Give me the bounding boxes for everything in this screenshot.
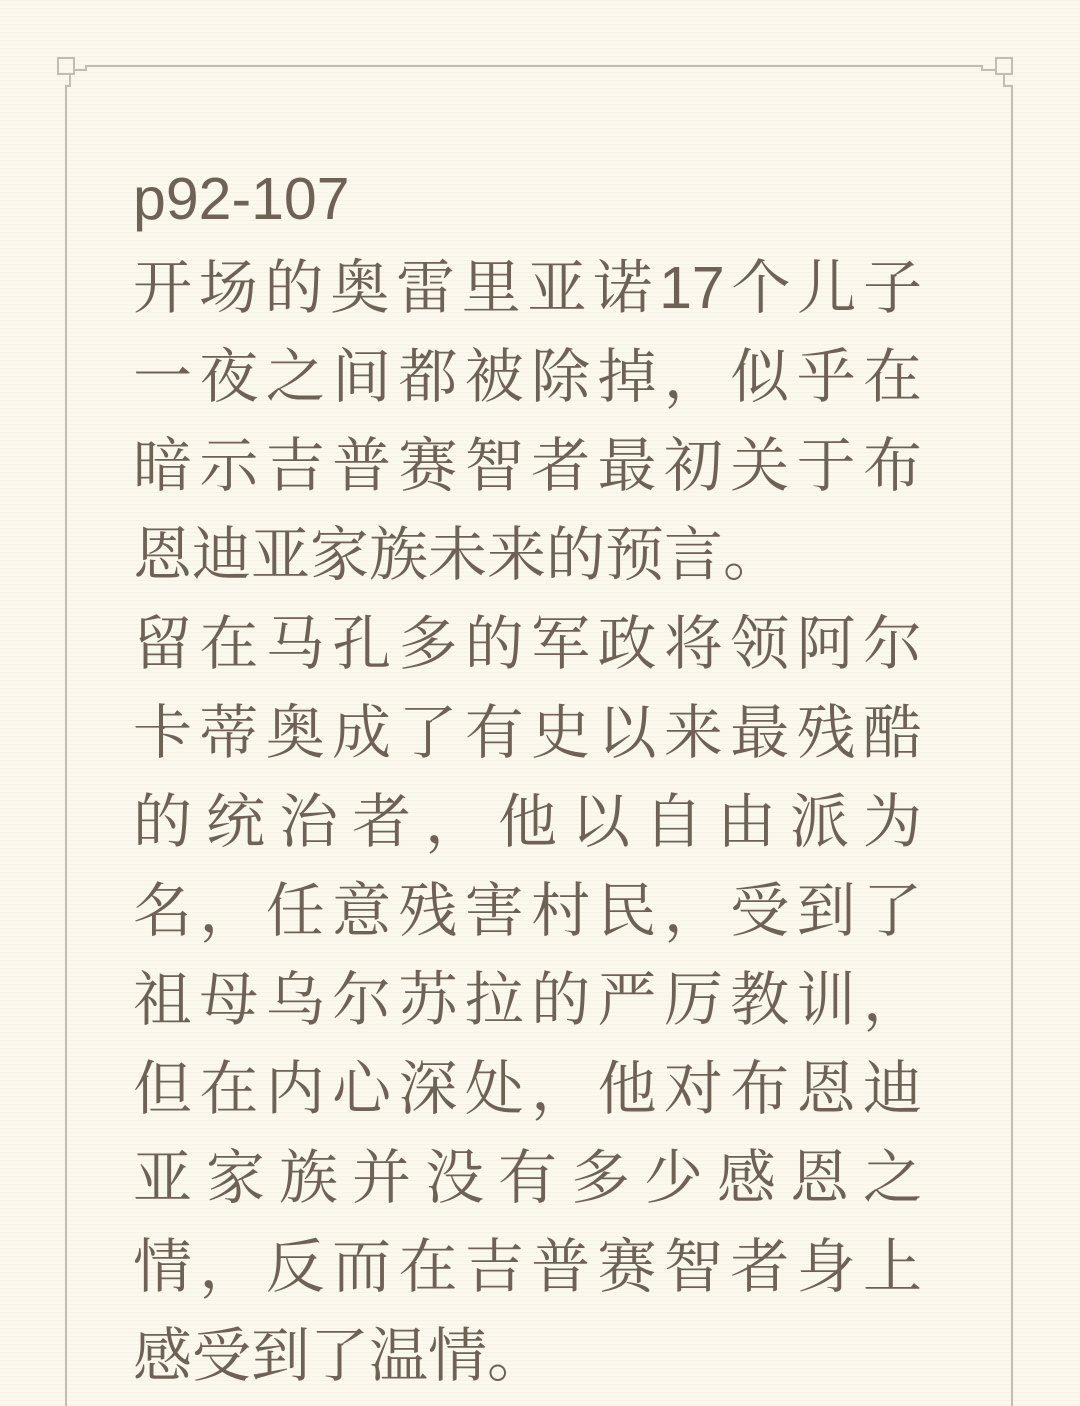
note-page-range: p92-107 xyxy=(133,166,350,232)
note-line: 情，反而在吉普赛智者身上 xyxy=(133,1234,922,1300)
note-line: 留在马孔多的军政将领阿尔 xyxy=(133,611,922,677)
note-line: 暗示吉普赛智者最初关于布 xyxy=(133,433,922,499)
note-line: 恩迪亚家族未来的预言。 xyxy=(133,522,783,588)
note-line: 名，任意残害村民，受到了 xyxy=(133,878,922,944)
frame-corner-ornament-top-right xyxy=(996,58,1012,1406)
frame-corner-ornament-top-left xyxy=(58,58,74,1406)
note-line: 卡蒂奥成了有史以来最残酷 xyxy=(133,700,922,766)
note-line: 感受到了温情。 xyxy=(133,1323,547,1389)
note-line: 的统治者，他以自由派为 xyxy=(133,789,922,855)
note-line: 祖母乌尔苏拉的严厉教训， xyxy=(133,967,922,1033)
note-line: 开场的奥雷里亚诺17个儿子 xyxy=(133,255,922,321)
note-line: 亚家族并没有多少感恩之 xyxy=(133,1145,922,1211)
note-line: 但在内心深处，他对布恩迪 xyxy=(133,1056,922,1122)
note-text xyxy=(133,155,922,1401)
frame-top-border xyxy=(74,66,996,70)
note-line: 一夜之间都被除掉，似乎在 xyxy=(133,344,922,410)
